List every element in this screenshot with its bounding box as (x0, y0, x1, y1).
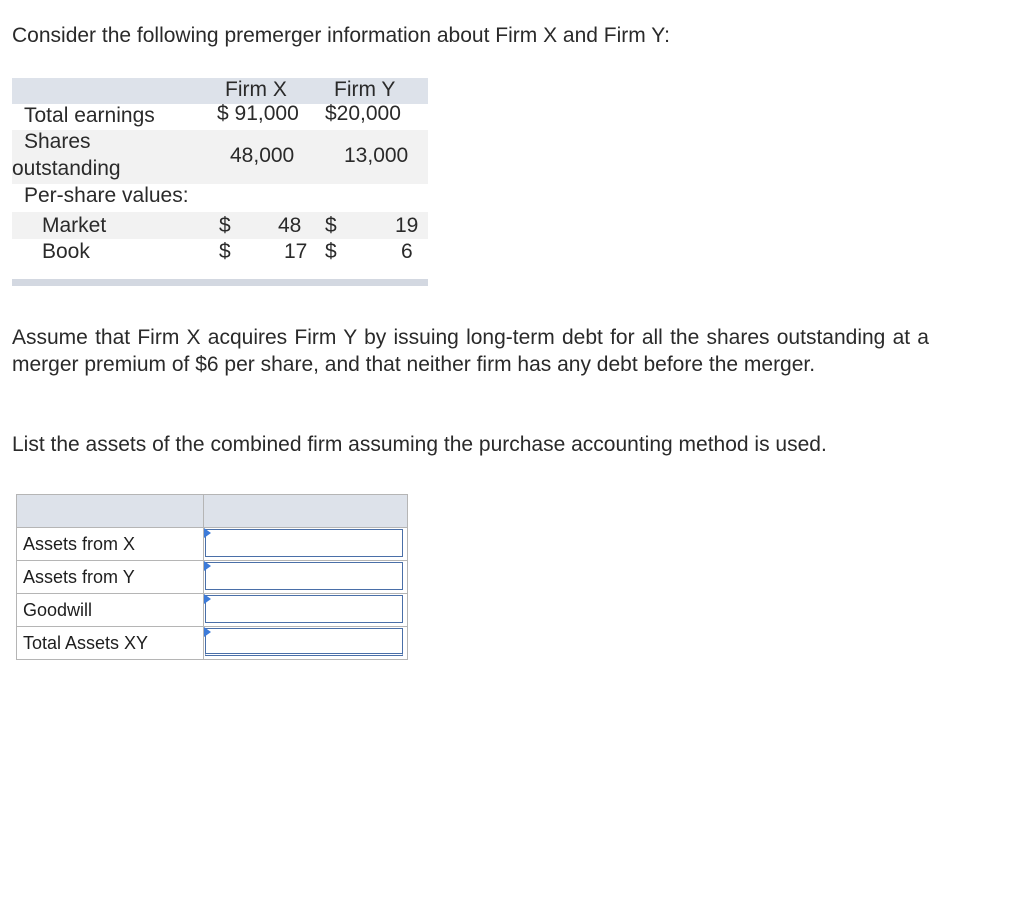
answer-flag-icon (204, 627, 211, 637)
market-x-currency: $ (219, 214, 231, 237)
answer-row-assets-y (17, 561, 408, 594)
answer-flag-icon (204, 594, 211, 604)
total-earnings-label: Total earnings (24, 104, 155, 127)
total-assets-input[interactable] (205, 628, 403, 656)
total-assets-label: Total Assets XY (17, 627, 204, 660)
shares-x: 48,000 (230, 144, 295, 167)
book-y-value: 6 (401, 240, 413, 263)
answer-row-total-assets (17, 627, 408, 660)
answer-flag-icon (204, 561, 211, 571)
shares-row (12, 130, 428, 184)
market-x-value: 48 (278, 214, 302, 237)
assets-x-label: Assets from X (17, 528, 204, 561)
market-y-currency: $ (325, 214, 337, 237)
answer-row-goodwill (17, 594, 408, 627)
market-row (12, 212, 428, 239)
header-firm-y: Firm Y (334, 78, 396, 101)
shares-label-line1: Shares (24, 130, 91, 153)
header-firm-x: Firm X (225, 78, 287, 101)
table-bottom-rule (12, 279, 428, 286)
book-x-value: 17 (284, 240, 308, 263)
total-earnings-x: $ 91,000 (217, 102, 299, 125)
assets-y-label: Assets from Y (17, 561, 204, 594)
shares-label-line2: outstanding (12, 157, 121, 180)
premerger-table (12, 78, 428, 266)
book-label: Book (42, 240, 90, 263)
assets-y-input[interactable] (205, 562, 403, 590)
goodwill-input[interactable] (205, 595, 403, 623)
question-text: List the assets of the combined firm assuming the purchase accounting method is used. (12, 433, 827, 456)
intro-text: Consider the following premerger information about Firm X and Firm Y: (12, 24, 670, 47)
per-share-row (12, 184, 428, 212)
total-earnings-row (12, 104, 428, 130)
book-y-currency: $ (325, 240, 337, 263)
answer-row-assets-x (17, 528, 408, 561)
market-label: Market (42, 214, 107, 237)
assumption-text: Assume that Firm X acquires Firm Y by issuing long-term debt for all the shares outstanding at a merger premium of $6 per share, and that neither firm has any debt before the merger. (12, 326, 929, 376)
answer-header-cell-value (204, 495, 408, 528)
per-share-label: Per-share values: (24, 184, 189, 207)
answer-header-cell-label (17, 495, 204, 528)
total-earnings-y: $20,000 (325, 102, 401, 125)
answer-flag-icon (204, 528, 211, 538)
answer-table (16, 494, 408, 660)
assets-x-input[interactable] (205, 529, 403, 557)
goodwill-label: Goodwill (17, 594, 204, 627)
book-row (12, 239, 428, 266)
book-x-currency: $ (219, 240, 231, 263)
market-y-value: 19 (395, 214, 419, 237)
shares-y: 13,000 (344, 144, 409, 167)
answer-header-row (17, 495, 408, 528)
header-row (12, 78, 428, 104)
